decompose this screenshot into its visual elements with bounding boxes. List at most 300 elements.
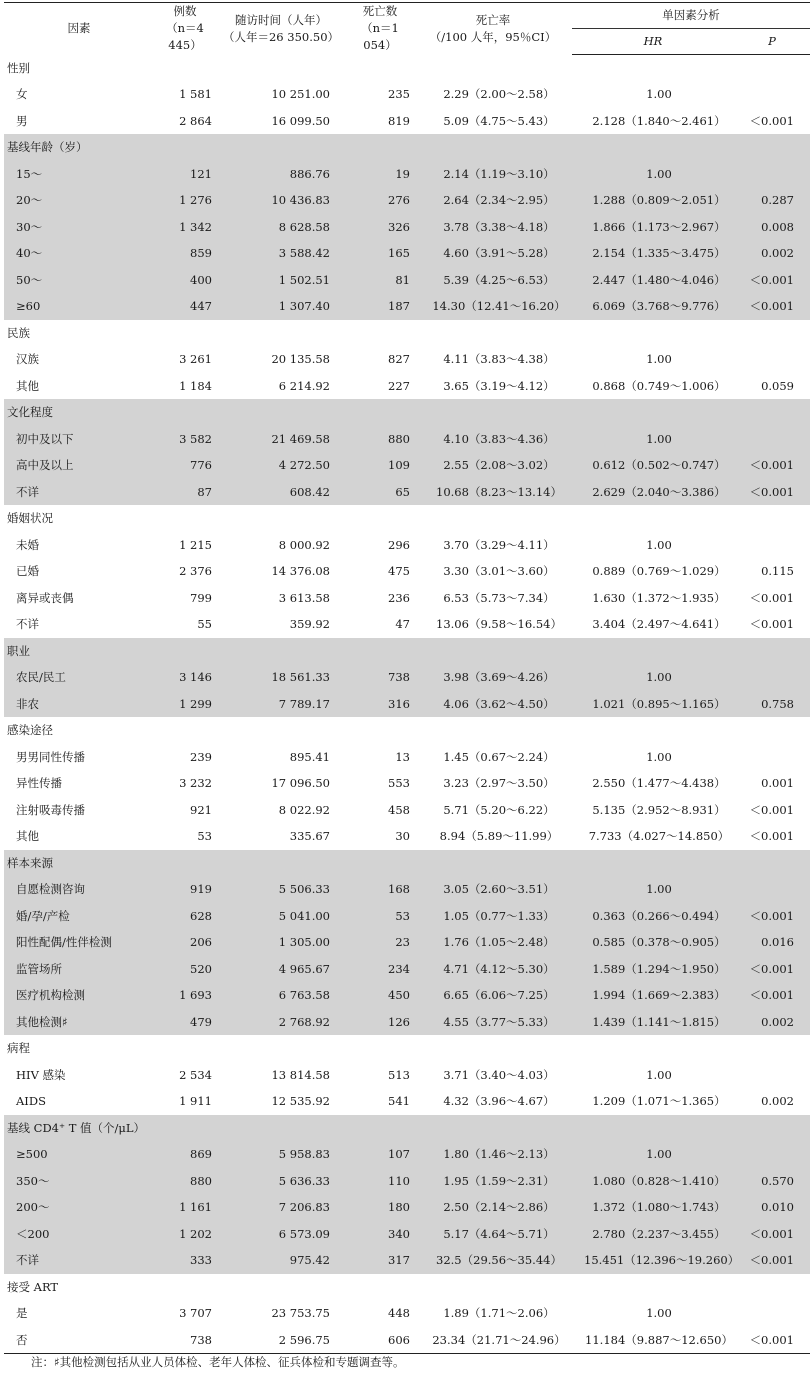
table-cell: ≥500: [4, 1141, 154, 1168]
table-cell: 2 768.92: [216, 1009, 346, 1036]
table-row: [4, 1194, 810, 1221]
table-cell: [734, 1141, 810, 1168]
table-cell: 13.06（9.58～16.54）: [436, 617, 562, 632]
table-cell: 不详: [16, 617, 39, 632]
table-cell: 448: [388, 1306, 410, 1321]
table-cell: 1 161: [154, 1194, 216, 1221]
table-cell: 359.92: [289, 617, 330, 632]
table-cell: 20 135.58: [271, 352, 330, 367]
table-cell: 5 958.83: [216, 1141, 346, 1168]
table-cell: ＜0.001: [749, 113, 794, 128]
table-cell: 其他: [16, 378, 39, 393]
table-cell: 1 299: [154, 691, 216, 718]
table-cell: 21 469.58: [216, 426, 346, 453]
table-cell: 未婚: [16, 537, 39, 552]
table-row: [4, 532, 810, 559]
table-cell: 3 261: [179, 352, 212, 367]
header-hr: HR: [572, 28, 734, 54]
table-footnote: 注：♯其他检测包括从业人员体检、老年人体检、征兵体检和专题调查等。: [31, 1355, 405, 1369]
table-cell: 0.002: [761, 1094, 794, 1109]
group-header-row: [4, 1115, 810, 1142]
table-cell: 50～: [4, 267, 154, 294]
table-cell: 4.06（3.62～4.50）: [414, 691, 572, 718]
table-cell: 513: [388, 1067, 410, 1082]
table-cell: 0.287: [734, 187, 810, 214]
table-cell: 1.021（0.895～1.165）: [572, 691, 734, 718]
group-header-row: [4, 505, 810, 532]
table-cell: 1.080（0.828～1.410）: [572, 1168, 734, 1195]
table-cell: 1 342: [154, 214, 216, 241]
table-cell: 2.447（1.480～4.046）: [572, 267, 734, 294]
table-cell: 239: [190, 749, 212, 764]
table-cell: 1 215: [179, 537, 212, 552]
table-cell: 1.866（1.173～2.967）: [572, 214, 734, 241]
table-cell: 0.002: [734, 1009, 810, 1036]
table-cell: 1 502.51: [216, 267, 346, 294]
group-title: 性别: [7, 60, 30, 75]
table-cell: 注射吸毒传播: [16, 802, 85, 817]
table-cell: 7.733（4.027～14.850）: [588, 829, 730, 844]
group-header-row: [4, 638, 810, 665]
group-header-row: [4, 320, 810, 347]
table-cell: 2 596.75: [216, 1327, 346, 1354]
table-cell: 自愿检测咨询: [4, 876, 154, 903]
table-cell: 医疗机构检测: [4, 982, 154, 1009]
table-cell: 6 214.92: [278, 378, 330, 393]
table-row: [4, 108, 810, 135]
table-cell: 869: [154, 1141, 216, 1168]
mortality-table: [4, 2, 810, 1354]
table-cell: 335.67: [289, 829, 330, 844]
table-cell: ＜0.001: [734, 1247, 810, 1274]
table-cell: [734, 161, 810, 188]
table-cell: 23 753.75: [271, 1306, 330, 1321]
header-univariate: 单因素分析: [572, 3, 810, 29]
table-row: [4, 267, 810, 294]
table-cell: 4 965.67: [216, 956, 346, 983]
table-cell: 180: [346, 1194, 414, 1221]
table-cell: 479: [154, 1009, 216, 1036]
table-cell: 阳性配偶/性伴检测: [4, 929, 154, 956]
table-cell: 2 534: [179, 1067, 212, 1082]
table-row: [4, 611, 810, 638]
table-row: [4, 373, 810, 400]
table-cell: 23.34（21.71～24.96）: [414, 1327, 572, 1354]
table-cell: 87: [154, 479, 216, 506]
table-row: [4, 346, 810, 373]
table-row: [4, 293, 810, 320]
table-cell: 离异或丧偶: [16, 590, 74, 605]
table-cell: 53: [197, 829, 212, 844]
table-cell: 8 022.92: [278, 802, 330, 817]
table-cell: 608.42: [216, 479, 346, 506]
table-row: [4, 585, 810, 612]
table-cell: 17 096.50: [271, 776, 330, 791]
table-cell: 2.550（1.477～4.438）: [592, 776, 726, 791]
table-cell: 1.80（1.46～2.13）: [414, 1141, 572, 1168]
table-row: [4, 744, 810, 771]
table-cell: 6.53（5.73～7.34）: [443, 590, 555, 605]
table-cell: 1.209（1.071～1.365）: [592, 1094, 726, 1109]
table-row: [4, 1300, 810, 1327]
table-cell: 监管场所: [4, 956, 154, 983]
table-cell: 234: [346, 956, 414, 983]
table-cell: 其他检测♯: [4, 1009, 154, 1036]
table-cell: ＜0.001: [734, 1327, 810, 1354]
table-cell: 975.42: [216, 1247, 346, 1274]
table-row: [4, 1062, 810, 1089]
group-header-row: [4, 1035, 810, 1062]
table-cell: 13 814.58: [271, 1067, 330, 1082]
table-cell: 1.439（1.141～1.815）: [572, 1009, 734, 1036]
table-cell: 1.00: [572, 161, 734, 188]
table-cell: 3.78（3.38～4.18）: [414, 214, 572, 241]
table-cell: 16 099.50: [271, 113, 330, 128]
table-cell: 否: [4, 1327, 154, 1354]
table-cell: 6.65（6.06～7.25）: [414, 982, 572, 1009]
table-row: [4, 426, 810, 453]
table-cell: 880: [154, 1168, 216, 1195]
table-cell: 606: [346, 1327, 414, 1354]
table-cell: 4.32（3.96～4.67）: [443, 1094, 555, 1109]
table-row: [4, 876, 810, 903]
table-cell: 3 232: [179, 776, 212, 791]
table-cell: [734, 532, 810, 559]
table-cell: 男男同性传播: [16, 749, 85, 764]
group-title: 婚姻状况: [7, 511, 53, 526]
table-cell: 1.288（0.809～2.051）: [572, 187, 734, 214]
table-cell: ＜0.001: [734, 956, 810, 983]
table-row: [4, 479, 810, 506]
table-cell: 227: [388, 378, 410, 393]
table-cell: 13: [395, 749, 410, 764]
table-cell: 6 573.09: [216, 1221, 346, 1248]
table-cell: 1.372（1.080～1.743）: [572, 1194, 734, 1221]
table-cell: ＜0.001: [749, 590, 794, 605]
table-cell: ＜0.001: [734, 479, 810, 506]
table-cell: 0.570: [734, 1168, 810, 1195]
table-cell: 1.45（0.67～2.24）: [443, 749, 555, 764]
table-cell: 5.09（4.75～5.43）: [443, 113, 555, 128]
table-cell: 276: [346, 187, 414, 214]
table-cell: 165: [346, 240, 414, 267]
table-cell: 126: [346, 1009, 414, 1036]
table-cell: 2.55（2.08～3.02）: [414, 452, 572, 479]
table-cell: 0.008: [734, 214, 810, 241]
header-p: P: [734, 28, 810, 54]
table-cell: 7 206.83: [216, 1194, 346, 1221]
table-cell: 2.14（1.19～3.10）: [414, 161, 572, 188]
table-cell: 1 276: [154, 187, 216, 214]
table-cell: ≥60: [4, 293, 154, 320]
table-cell: 350～: [4, 1168, 154, 1195]
table-cell: 4.60（3.91～5.28）: [414, 240, 572, 267]
table-cell: 187: [346, 293, 414, 320]
page: [0, 2, 812, 1376]
table-cell: [734, 1300, 810, 1327]
table-cell: ＜200: [4, 1221, 154, 1248]
table-cell: 236: [388, 590, 410, 605]
table-cell: 1.00: [646, 1306, 672, 1321]
header-n: 例数 （n＝4 445）: [154, 3, 216, 55]
table-cell: 5.39（4.25～6.53）: [414, 267, 572, 294]
table-cell: 40～: [4, 240, 154, 267]
table-cell: 0.010: [734, 1194, 810, 1221]
table-cell: 不详: [4, 1247, 154, 1274]
table-row: [4, 691, 810, 718]
table-cell: 10 251.00: [271, 87, 330, 102]
table-cell: 0.868（0.749～1.006）: [592, 378, 726, 393]
table-cell: 3.65（3.19～4.12）: [443, 378, 555, 393]
table-cell: 0.016: [734, 929, 810, 956]
table-cell: 1.589（1.294～1.950）: [572, 956, 734, 983]
table-cell: 520: [154, 956, 216, 983]
table-row: [4, 214, 810, 241]
table-row: [4, 1088, 810, 1115]
table-row: [4, 929, 810, 956]
table-row: [4, 797, 810, 824]
table-cell: 738: [346, 664, 414, 691]
table-cell: ＜0.001: [734, 452, 810, 479]
table-cell: 4.11（3.83～4.38）: [443, 352, 555, 367]
table-cell: 0.001: [761, 776, 794, 791]
table-row: [4, 452, 810, 479]
table-cell: 776: [154, 452, 216, 479]
table-cell: 30～: [4, 214, 154, 241]
table-cell: 0.002: [734, 240, 810, 267]
table-cell: 3.05（2.60～3.51）: [414, 876, 572, 903]
table-body: [4, 54, 810, 1354]
table-cell: 5 636.33: [216, 1168, 346, 1195]
table-cell: 1.00: [646, 749, 672, 764]
table-cell: ＜0.001: [749, 617, 794, 632]
table-cell: 2.29（2.00～2.58）: [443, 87, 555, 102]
table-row: [4, 1009, 810, 1036]
table-cell: 异性传播: [16, 776, 62, 791]
table-cell: 12 535.92: [271, 1094, 330, 1109]
table-cell: 2 864: [179, 113, 212, 128]
table-cell: ＜0.001: [734, 293, 810, 320]
table-cell: 0.115: [761, 564, 794, 579]
table-row: [4, 81, 810, 108]
table-cell: ＜0.001: [749, 802, 794, 817]
group-title: 民族: [7, 325, 30, 340]
table-cell: 296: [388, 537, 410, 552]
table-cell: 1.89（1.71～2.06）: [443, 1306, 555, 1321]
group-header-row: [4, 54, 810, 81]
table-row: [4, 1221, 810, 1248]
table-cell: 0.363（0.266～0.494）: [572, 903, 734, 930]
group-header-row: [4, 717, 810, 744]
table-cell: 1.00: [572, 426, 734, 453]
table-cell: 农民/民工: [4, 664, 154, 691]
table-cell: 110: [346, 1168, 414, 1195]
table-cell: 799: [190, 590, 212, 605]
group-header-row: [4, 1274, 810, 1301]
group-title: 样本来源: [4, 850, 810, 877]
table-cell: 53: [346, 903, 414, 930]
table-cell: 4.10（3.83～4.36）: [414, 426, 572, 453]
table-cell: 10.68（8.23～13.14）: [414, 479, 572, 506]
table-cell: 20～: [4, 187, 154, 214]
table-cell: ＜0.001: [734, 267, 810, 294]
table-cell: 非农: [4, 691, 154, 718]
table-cell: 11.184（9.887～12.650）: [572, 1327, 734, 1354]
group-title: 文化程度: [4, 399, 810, 426]
table-cell: 326: [346, 214, 414, 241]
header-person-years: 随访时间（人年） （人年＝26 350.50）: [216, 3, 346, 55]
table-cell: [734, 426, 810, 453]
table-cell: 1 202: [154, 1221, 216, 1248]
table-cell: 5 506.33: [216, 876, 346, 903]
table-cell: 107: [346, 1141, 414, 1168]
table-cell: 1.76（1.05～2.48）: [414, 929, 572, 956]
table-cell: 3.98（3.69～4.26）: [414, 664, 572, 691]
table-cell: 3.70（3.29～4.11）: [443, 537, 555, 552]
table-cell: 3.23（2.97～3.50）: [443, 776, 555, 791]
table-cell: 高中及以上: [4, 452, 154, 479]
table-cell: 30: [395, 829, 410, 844]
table-cell: ＜0.001: [734, 982, 810, 1009]
table-cell: [734, 1062, 810, 1089]
table-cell: ＜0.001: [734, 1221, 810, 1248]
table-cell: 6 763.58: [216, 982, 346, 1009]
table-cell: 1.95（1.59～2.31）: [414, 1168, 572, 1195]
table-cell: 333: [154, 1247, 216, 1274]
table-cell: 81: [346, 267, 414, 294]
table-cell: 14.30（12.41～16.20）: [414, 293, 572, 320]
group-title: 职业: [4, 638, 810, 665]
table-cell: 340: [346, 1221, 414, 1248]
table-cell: 2.154（1.335～3.475）: [572, 240, 734, 267]
table-cell: 1 911: [179, 1094, 212, 1109]
table-cell: 827: [388, 352, 410, 367]
table-cell: 2.780（2.237～3.455）: [572, 1221, 734, 1248]
table-row: [4, 558, 810, 585]
table-cell: 738: [154, 1327, 216, 1354]
table-cell: 3 582: [154, 426, 216, 453]
table-cell: 3.404（2.497～4.641）: [592, 617, 726, 632]
table-cell: 3 588.42: [216, 240, 346, 267]
table-cell: [734, 876, 810, 903]
table-cell: 1.00: [646, 1067, 672, 1082]
table-cell: 121: [154, 161, 216, 188]
table-cell: 32.5（29.56～35.44）: [414, 1247, 572, 1274]
table-row: [4, 1168, 810, 1195]
table-cell: 8.94（5.89～11.99）: [439, 829, 559, 844]
table-cell: 其他: [16, 829, 39, 844]
group-title: 基线 CD4⁺ T 值（个/μL）: [4, 1115, 810, 1142]
table-cell: 23: [346, 929, 414, 956]
table-cell: 8 628.58: [216, 214, 346, 241]
table-cell: 3 146: [154, 664, 216, 691]
table-cell: 819: [388, 113, 410, 128]
table-cell: 400: [154, 267, 216, 294]
table-cell: 317: [346, 1247, 414, 1274]
table-cell: 880: [346, 426, 414, 453]
table-cell: 458: [388, 802, 410, 817]
table-row: [4, 956, 810, 983]
table-cell: [734, 81, 810, 108]
table-cell: 不详: [4, 479, 154, 506]
group-title: 感染途径: [7, 723, 53, 738]
table-cell: 168: [346, 876, 414, 903]
table-cell: 15.451（12.396～19.260）: [572, 1247, 734, 1274]
table-cell: 316: [346, 691, 414, 718]
table-cell: 8 000.92: [278, 537, 330, 552]
table-cell: 14 376.08: [271, 564, 330, 579]
table-cell: 已婚: [16, 564, 39, 579]
table-cell: ＜0.001: [734, 903, 810, 930]
table-row: [4, 770, 810, 797]
group-title: 病程: [7, 1041, 30, 1056]
table-cell: HIV 感染: [16, 1067, 66, 1082]
table-row: [4, 187, 810, 214]
table-cell: 921: [190, 802, 212, 817]
table-cell: 3.30（3.01～3.60）: [443, 564, 555, 579]
table-cell: 109: [346, 452, 414, 479]
table-cell: [734, 664, 810, 691]
table-row: [4, 823, 810, 850]
table-cell: 1.00: [646, 87, 672, 102]
table-cell: 婚/孕/产检: [4, 903, 154, 930]
table-cell: 1.994（1.669～2.383）: [572, 982, 734, 1009]
table-cell: 1.630（1.372～1.935）: [592, 590, 726, 605]
table-row: [4, 664, 810, 691]
table-cell: 19: [346, 161, 414, 188]
table-cell: 1 184: [179, 378, 212, 393]
table-cell: 206: [154, 929, 216, 956]
group-header-row: [4, 399, 810, 426]
table-cell: 886.76: [216, 161, 346, 188]
table-cell: 553: [388, 776, 410, 791]
table-row: [4, 240, 810, 267]
table-row: [4, 1327, 810, 1354]
table-cell: 235: [388, 87, 410, 102]
table-cell: 919: [154, 876, 216, 903]
table-cell: 0.585（0.378～0.905）: [572, 929, 734, 956]
table-cell: 628: [154, 903, 216, 930]
table-cell: 1.00: [646, 537, 672, 552]
table-cell: 895.41: [289, 749, 330, 764]
table-cell: 2.128（1.840～2.461）: [592, 113, 726, 128]
table-cell: 200～: [4, 1194, 154, 1221]
table-cell: 男: [16, 113, 28, 128]
table-row: [4, 903, 810, 930]
table-cell: 3 707: [179, 1306, 212, 1321]
table-cell: 1 581: [179, 87, 212, 102]
table-cell: 475: [388, 564, 410, 579]
table-cell: 0.758: [734, 691, 810, 718]
table-cell: 是: [16, 1306, 28, 1321]
table-cell: 6.069（3.768～9.776）: [572, 293, 734, 320]
table-row: [4, 1141, 810, 1168]
table-cell: 4.71（4.12～5.30）: [414, 956, 572, 983]
header-factor: 因素: [4, 3, 154, 55]
table-row: [4, 161, 810, 188]
table-cell: 1.00: [572, 876, 734, 903]
table-cell: 5 041.00: [216, 903, 346, 930]
table-cell: 15～: [4, 161, 154, 188]
table-header: [4, 3, 810, 55]
table-cell: 450: [346, 982, 414, 1009]
table-cell: 18 561.33: [216, 664, 346, 691]
table-cell: [734, 744, 810, 771]
table-cell: 447: [154, 293, 216, 320]
header-deaths: 死亡数 （n＝1 054）: [346, 3, 414, 55]
group-header-row: [4, 850, 810, 877]
table-cell: 汉族: [16, 352, 39, 367]
